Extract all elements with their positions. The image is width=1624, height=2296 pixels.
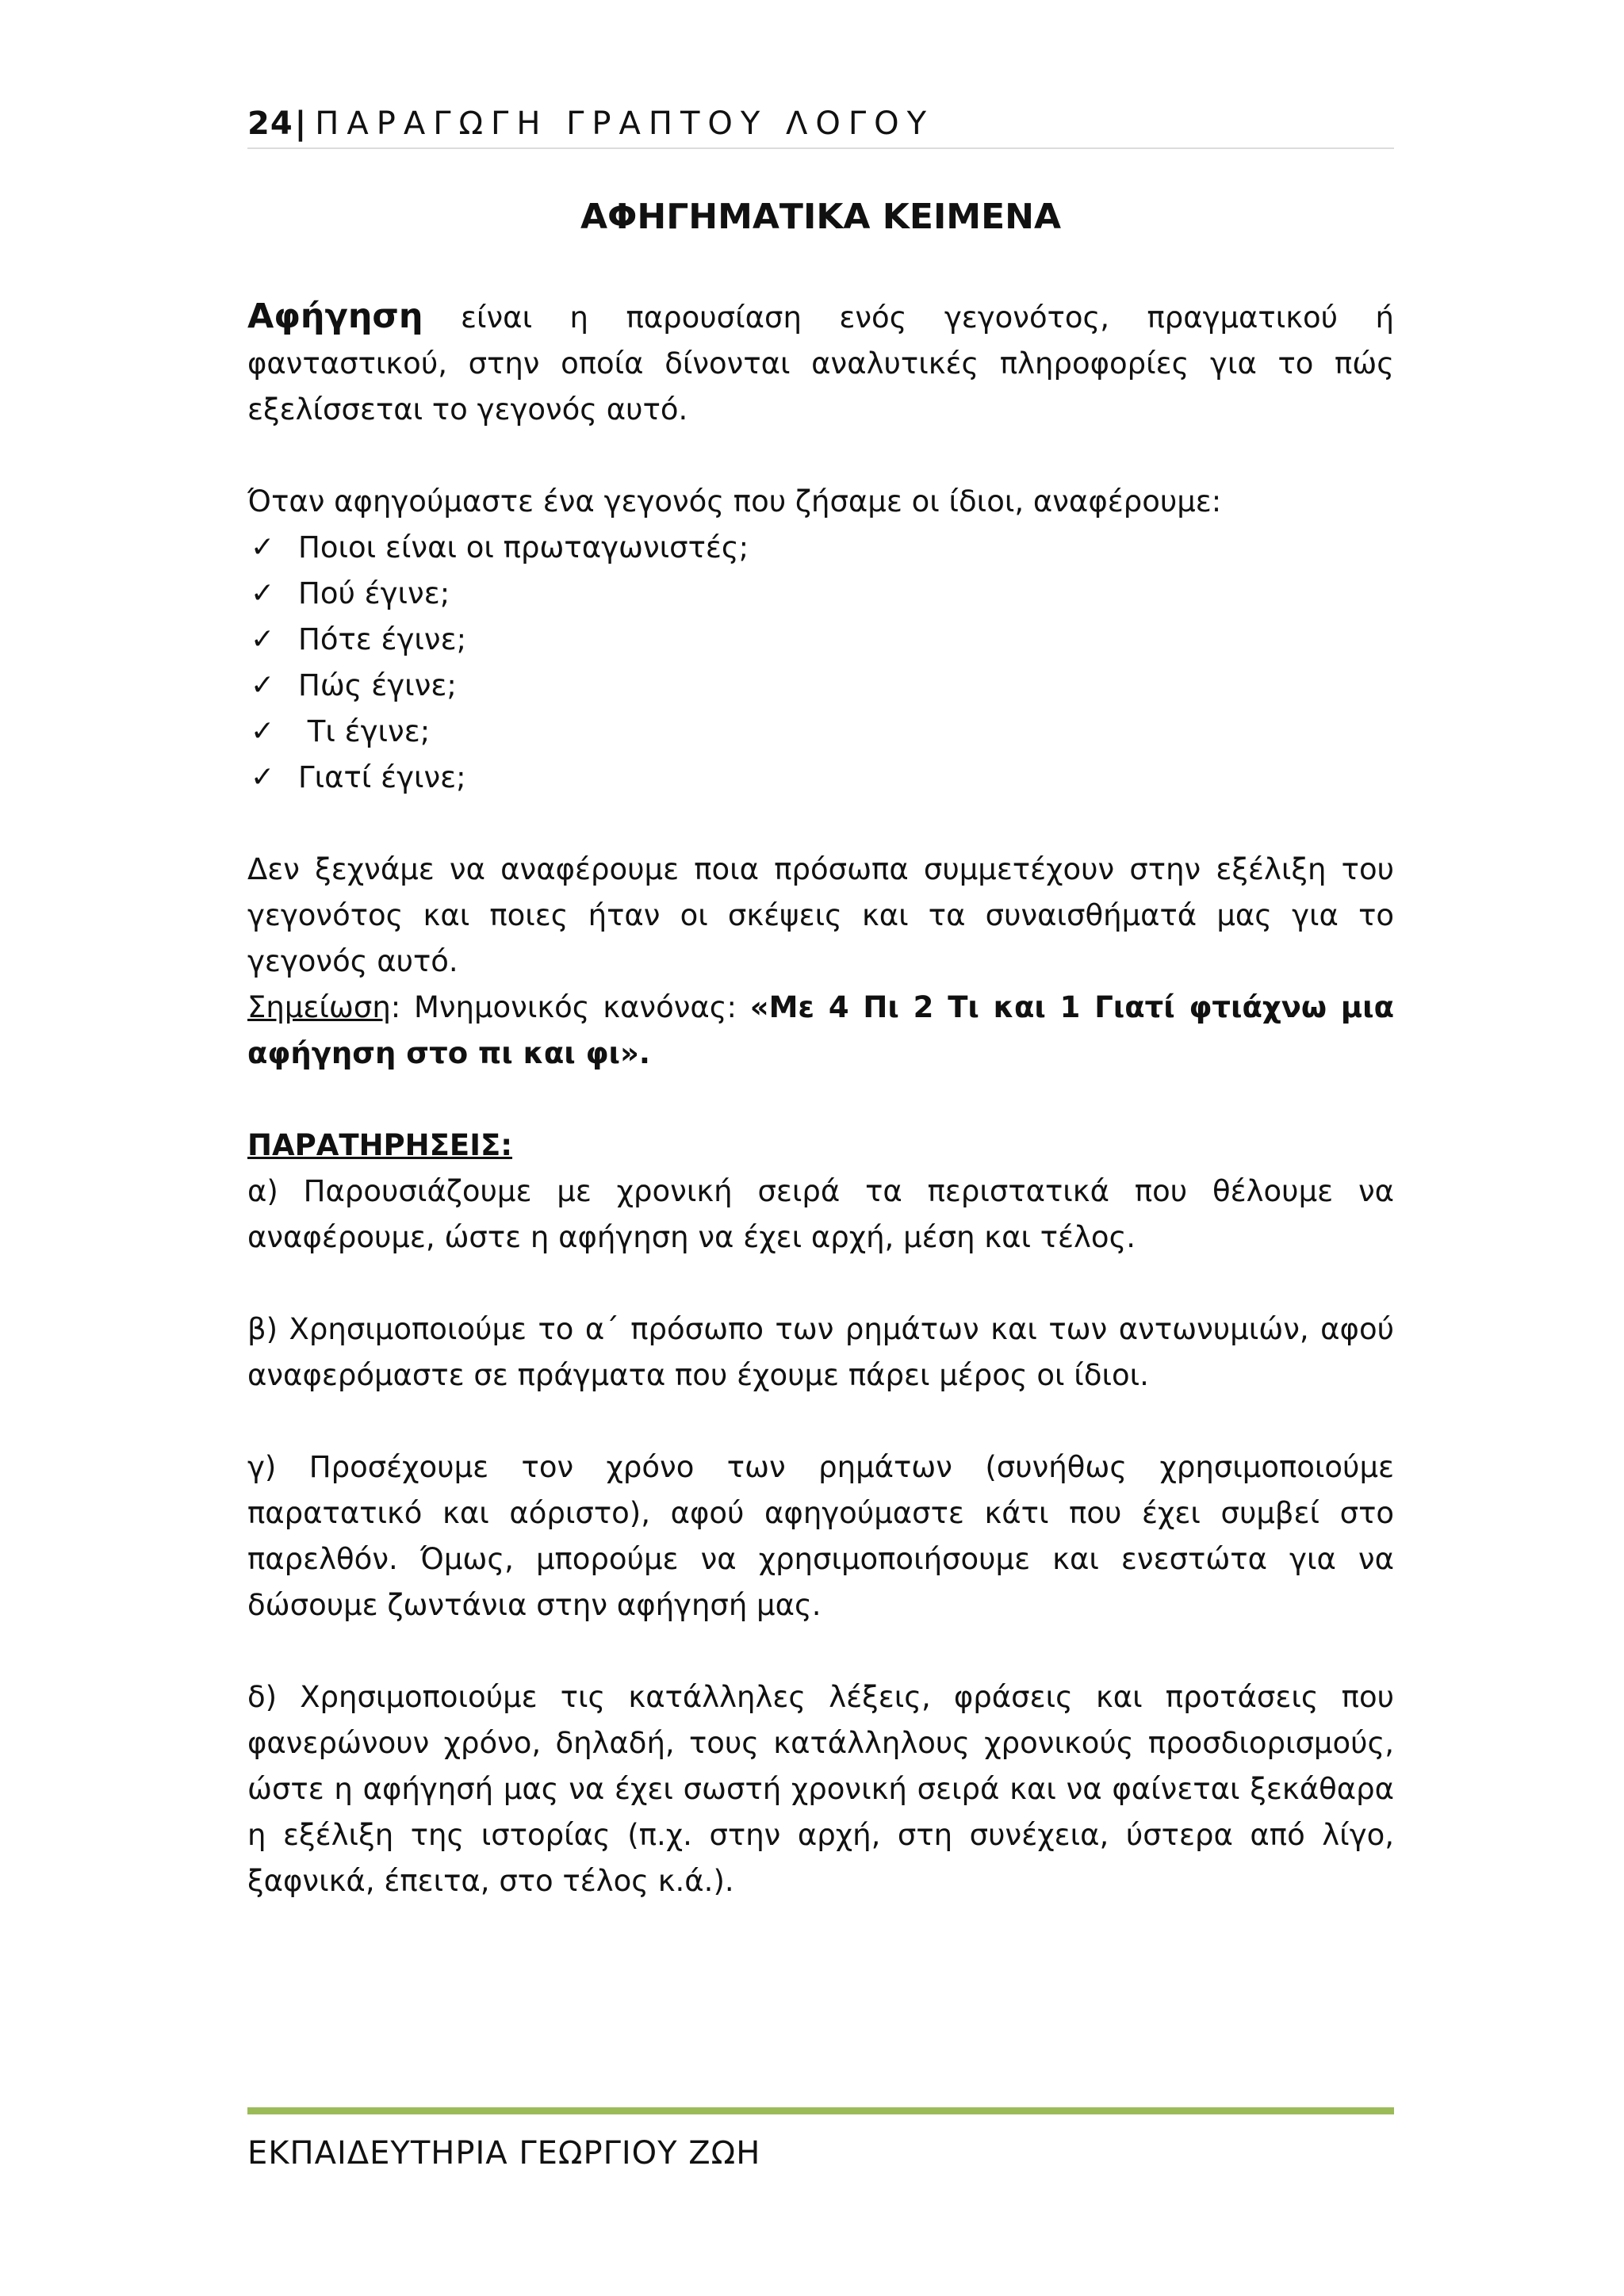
list-item (247, 755, 1394, 801)
definition-text: είναι η παρουσίαση ενός γεγονότος, πραγματικού ή φανταστικού, στην οποία δίνονται αναλυτικές πληροφορίες για το πώς εξελίσσεται το γεγονός αυτό. (247, 300, 1394, 427)
list-item (247, 709, 1394, 755)
checkmark-icon: ✓ (251, 623, 275, 656)
list-item (247, 617, 1394, 663)
mnemonic-rule: «Με 4 Πι 2 Τι και 1 Γιατί φτιάχνω μια αφήγηση στο πι και φι». (247, 990, 1394, 1070)
header-rule (247, 147, 1394, 149)
running-title: ΠΑΡΑΓΩΓΗ ΓΡΑΠΤΟΥ ΛΟΓΟΥ (315, 105, 935, 142)
list-item (247, 525, 1394, 571)
note-label: Σημείωση (247, 990, 391, 1024)
checkmark-icon: ✓ (251, 531, 275, 564)
page-number: 24 (247, 105, 293, 142)
observation-item: δ) Χρησιμοποιούμε τις κατάλληλες λέξεις, φράσεις και προτάσεις που φανερώνουν χρόνο, δηλαδή, τους κατάλληλους χρονικούς προσδιορισμούς, ώστε η αφήγησή μας να έχει σωστή χρονική σειρά και να φαίνεται ξεκάθαρα η εξέλιξη της ιστορίας (π.χ. στην αρχή, στη συνέχεια, ύστερα από λίγο, ξαφνικά, έπειτα, στο τέλος κ.ά.). (247, 1680, 1394, 1898)
observations-heading: ΠΑΡΑΤΗΡΗΣΕΙΣ: (247, 1128, 513, 1162)
question-text: Πότε έγινε; (298, 622, 467, 656)
page-title: ΑΦΗΓΗΜΑΤΙΚΑ ΚΕΙΜΕΝΑ (580, 197, 1062, 237)
list-item (247, 571, 1394, 617)
list-intro: Όταν αφηγούμαστε ένα γεγονός που ζήσαμε οι ίδιοι, αναφέρουμε: (247, 484, 1222, 519)
checkmark-icon: ✓ (251, 715, 275, 748)
question-text: Πώς έγινε; (298, 668, 457, 702)
question-text: Πού έγινε; (298, 576, 450, 610)
note-paragraph (247, 985, 1394, 1077)
observation-item: β) Χρησιμοποιούμε το α΄ πρόσωπο των ρημάτων και των αντωνυμιών, αφού αναφερόμαστε σε πράγματα που έχουμε πάρει μέρος οι ίδιοι. (247, 1312, 1394, 1392)
document-body (247, 293, 1394, 1904)
observation-item: α) Παρουσιάζουμε με χρονική σειρά τα περιστατικά που θέλουμε να αναφέρουμε, ώστε η αφήγηση να έχει αρχή, μέση και τέλος. (247, 1174, 1394, 1254)
persons-paragraph: Δεν ξεχνάμε να αναφέρουμε ποια πρόσωπα συμμετέχουν στην εξέλιξη του γεγονότος και ποιες ήταν οι σκέψεις και τα συναισθήματά μας για το γεγονός αυτό. (247, 852, 1394, 978)
definition-paragraph (247, 293, 1394, 433)
question-text: Γιατί έγινε; (298, 760, 466, 794)
footer-author: ΕΚΠΑΙΔΕΥΤΗΡΙΑ ΓΕΩΡΓΙΟΥ ΖΩΗ (247, 2135, 761, 2172)
checkmark-icon: ✓ (251, 577, 275, 610)
checkmark-icon: ✓ (251, 669, 275, 702)
observation-item: γ) Προσέχουμε τον χρόνο των ρημάτων (συνήθως χρησιμοποιούμε παρατατικό και αόριστο), αφού αφηγούμαστε κάτι που έχει συμβεί στο παρελθόν. Όμως, μπορούμε να χρησιμοποιήσουμε και ενεστώτα για να δώσουμε ζωντάνια στην αφήγησή μας. (247, 1450, 1394, 1622)
header-separator: | (294, 105, 308, 142)
questions-list (247, 525, 1394, 801)
page-header (247, 101, 1394, 146)
definition-term: Αφήγηση (247, 297, 423, 336)
checkmark-icon: ✓ (251, 761, 275, 794)
note-text: : Μνημονικός κανόνας: (390, 990, 750, 1024)
question-text: Ποιοι είναι οι πρωταγωνιστές; (298, 530, 749, 564)
footer-rule (247, 2107, 1394, 2114)
question-text: Τι έγινε; (298, 714, 431, 748)
list-item (247, 663, 1394, 709)
